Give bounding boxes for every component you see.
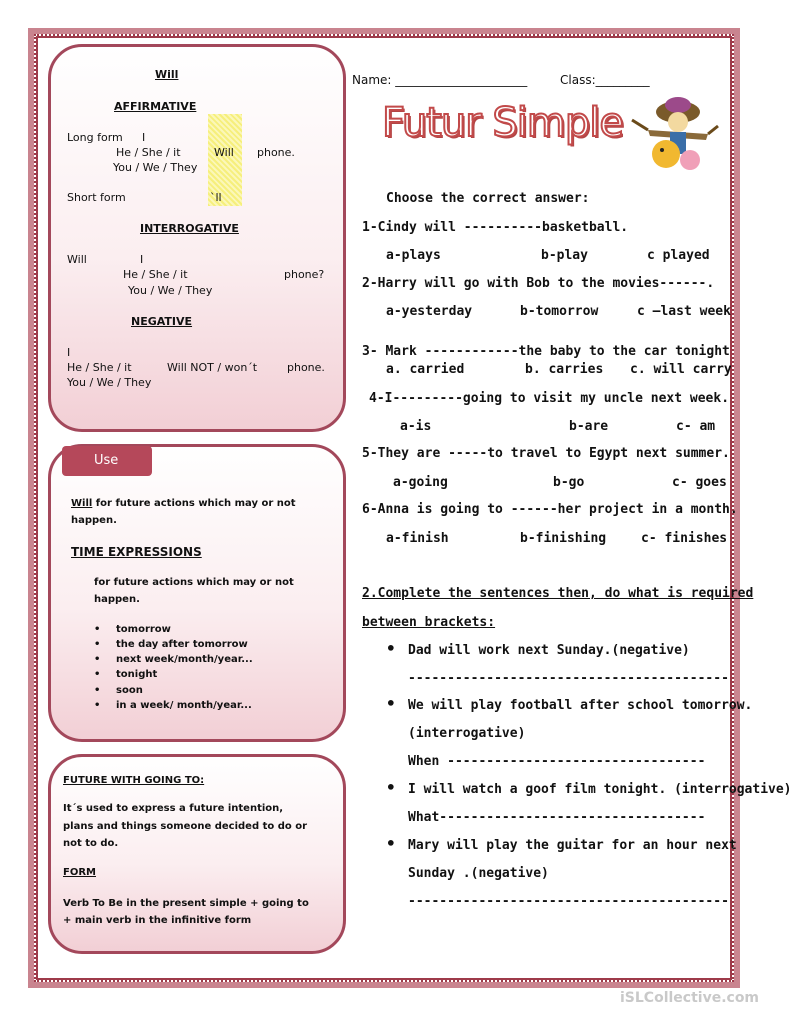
short-will: `ll <box>210 191 222 204</box>
form-line-1: Verb To Be in the present simple + going to <box>63 898 309 909</box>
q2-option-a[interactable]: a-yesterday <box>386 304 473 319</box>
q3-option-b[interactable]: b. carries <box>525 362 604 377</box>
scarecrow-illustration <box>628 90 720 176</box>
phone-word: phone. <box>257 146 295 159</box>
q6-option-c[interactable]: c- finishes <box>641 531 728 546</box>
q6-option-a[interactable]: a-finish <box>386 531 449 546</box>
time-item: • tomorrow <box>116 623 171 637</box>
watermark: iSLCollective.com <box>620 990 760 1006</box>
q6-option-b[interactable]: b-finishing <box>520 531 607 546</box>
q1-option-b[interactable]: b-play <box>541 248 588 263</box>
going-desc-2: plans and things someone decided to do or <box>63 821 308 832</box>
use-will-line <box>71 497 296 511</box>
time-expressions-heading: TIME EXPRESSIONS <box>71 545 202 559</box>
interrogative-heading: INTERROGATIVE <box>140 222 239 235</box>
q-you: You / We / They <box>128 284 213 297</box>
will-word: Will <box>214 146 234 159</box>
affirmative-heading: AFFIRMATIVE <box>114 100 197 113</box>
q-will: Will <box>67 253 87 266</box>
q-i: I <box>140 253 144 266</box>
n-he: He / She / it <box>67 361 132 374</box>
sentence-2-answer-line[interactable]: When --------------------------------- <box>408 754 706 769</box>
exercise2-instruction-1: 2.Complete the sentences then, do what is required <box>362 586 754 601</box>
will-title: Will <box>155 68 179 81</box>
going-to-title: FUTURE WITH GOING TO: <box>63 775 205 786</box>
question-1: 1-Cindy will ----------basketball. <box>362 220 629 235</box>
q2-option-c[interactable]: c –last week <box>637 304 731 319</box>
time-item: • tonight <box>116 668 157 682</box>
pronoun-you: You / We / They <box>113 161 198 174</box>
q5-option-a[interactable]: a-going <box>393 475 448 490</box>
sentence-3-answer-line[interactable]: What---------------------------------- <box>408 810 706 825</box>
form-line-2: + main verb in the infinitive form <box>63 915 252 926</box>
q4-option-c[interactable]: c- am <box>676 419 716 434</box>
q3-option-c[interactable]: c. will carry <box>630 362 732 377</box>
time-item: • in a week/ month/year... <box>116 699 252 713</box>
sentence-2: • We will play football after school tomorrow. <box>408 698 752 714</box>
going-desc-3: not to do. <box>63 838 119 849</box>
sentence-2-bracket: (interrogative) <box>408 726 526 741</box>
n-you: You / We / They <box>67 376 152 389</box>
question-2: 2-Harry will go with Bob to the movies------. <box>362 276 715 291</box>
class-field[interactable]: Class:_________ <box>560 73 650 87</box>
question-5: 5-They are -----to travel to Egypt next summer. <box>362 446 730 461</box>
name-field[interactable]: Name: ______________________ <box>352 73 528 87</box>
use-will-word: Will <box>71 498 93 509</box>
q2-option-b[interactable]: b-tomorrow <box>520 304 599 319</box>
sentence-1: • Dad will work next Sunday.(negative) <box>408 643 690 659</box>
going-desc-1: It´s used to express a future intention, <box>63 803 284 814</box>
time-item: • next week/month/year... <box>116 653 253 667</box>
pronoun-he: He / She / it <box>116 146 181 159</box>
sentence-1-answer-line[interactable]: ----------------------------------------- <box>408 671 729 686</box>
n-phone: phone. <box>287 361 325 374</box>
q-he: He / She / it <box>123 268 188 281</box>
q1-option-a[interactable]: a-plays <box>386 248 441 263</box>
sentence-4-answer-line[interactable]: ----------------------------------------- <box>408 894 729 909</box>
q-phone: phone? <box>284 268 325 281</box>
n-i: I <box>67 346 71 359</box>
sentence-3 <box>408 782 792 798</box>
worksheet-title: Futur Simple <box>382 100 623 146</box>
time-desc-2: happen. <box>94 594 140 605</box>
time-item: • the day after tomorrow <box>116 638 248 652</box>
use-panel <box>48 444 346 742</box>
pronoun-i: I <box>142 131 146 144</box>
q5-option-b[interactable]: b-go <box>553 475 585 490</box>
q3-option-a[interactable]: a. carried <box>386 362 465 377</box>
time-desc-1: for future actions which may or not <box>94 577 294 588</box>
q5-option-c[interactable]: c- goes <box>672 475 727 490</box>
exercise2-instruction-2: between brackets: <box>362 615 496 630</box>
n-will-not: Will NOT / won´t <box>167 361 258 374</box>
exercise1-instruction: Choose the correct answer: <box>386 191 590 206</box>
use-will-desc-2: happen. <box>71 515 117 526</box>
time-item: • soon <box>116 684 143 698</box>
sentence-3-text: • I will watch a goof film tonight. (interrogative) <box>408 782 792 797</box>
q1-option-c[interactable]: c played <box>647 248 710 263</box>
question-4: 4-I---------going to visit my uncle next week. <box>369 391 730 406</box>
form-heading: FORM <box>63 867 96 878</box>
sentence-4: • Mary will play the guitar for an hour next <box>408 838 737 854</box>
q4-option-b[interactable]: b-are <box>569 419 609 434</box>
use-will-desc-1: for future actions which may or not <box>92 498 296 509</box>
short-form-label: Short form <box>67 191 126 204</box>
question-3: 3- Mark ------------the baby to the car tonight <box>362 344 730 359</box>
sentence-4-bracket: Sunday .(negative) <box>408 866 549 881</box>
question-6: 6-Anna is going to ------her project in a month. <box>362 502 738 517</box>
q4-option-a[interactable]: a-is <box>400 419 432 434</box>
negative-heading: NEGATIVE <box>131 315 193 328</box>
long-form-label: Long form <box>67 131 123 144</box>
use-tab: Use <box>62 446 152 476</box>
